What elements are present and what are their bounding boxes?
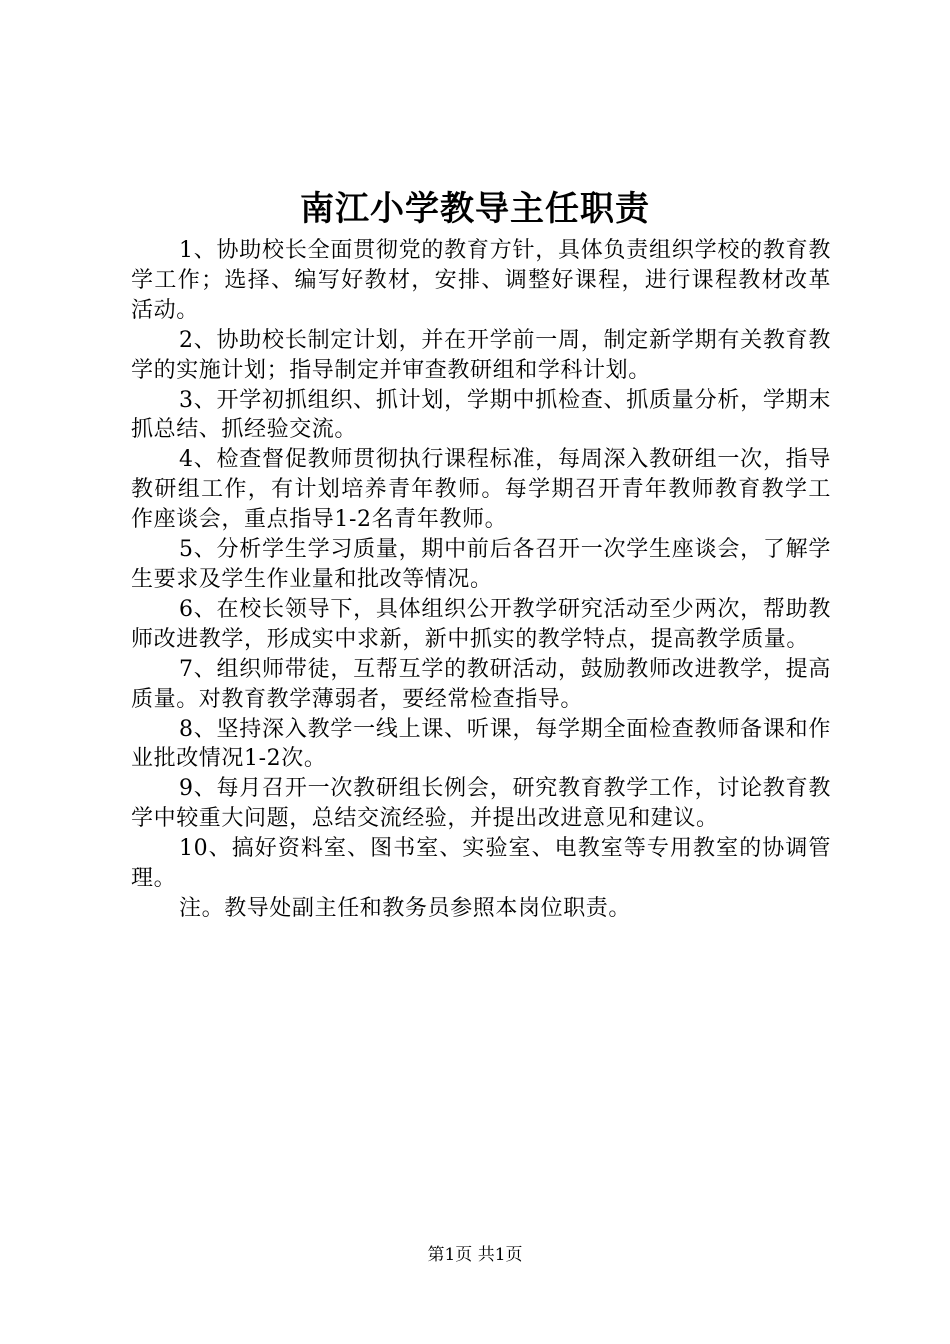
paragraph-6: 6、在校长领导下，具体组织公开教学研究活动至少两次，帮助教师改进教学，形成实中求新，新中抓实的教学特点，提高教学质量。	[131, 596, 831, 652]
paragraph-3: 3、开学初抓组织、抓计划，学期中抓检查、抓质量分析，学期末抓总结、抓经验交流。	[131, 387, 831, 443]
paragraph-8: 8、坚持深入教学一线上课、听课，每学期全面检查教师备课和作业批改情况1-2次。	[131, 716, 831, 772]
paragraph-5: 5、分析学生学习质量，期中前后各召开一次学生座谈会，了解学生要求及学生作业量和批改等情况。	[131, 537, 831, 592]
paragraph-2: 2、协助校长制定计划，并在开学前一周，制定新学期有关教育教学的实施计划；指导制定并审查教研组和学科计划。	[131, 327, 831, 383]
paragraph-7: 7、组织师带徒，互帮互学的教研活动，鼓励教师改进教学，提高质量。对教育教学薄弱者，要经常检查指导。	[131, 656, 831, 712]
page-number-footer: 第1页 共1页	[427, 1245, 523, 1265]
paragraph-10: 10、搞好资料室、图书室、实验室、电教室等专用教室的协调管理。	[131, 836, 831, 892]
paragraph-9: 9、每月召开一次教研组长例会，研究教育教学工作，讨论教育教学中较重大问题，总结交流经验，并提出改进意见和建议。	[131, 776, 831, 832]
paragraph-4: 4、检查督促教师贯彻执行课程标准，每周深入教研组一次，指导教研组工作，有计划培养青年教师。每学期召开青年教师教育教学工作座谈会，重点指导1-2名青年教师。	[131, 447, 831, 533]
note-paragraph: 注。教导处副主任和教务员参照本岗位职责。	[179, 895, 632, 921]
document-body	[131, 236, 831, 924]
document-title: 南江小学教导主任职责	[300, 189, 650, 229]
paragraph-1: 1、协助校长全面贯彻党的教育方针，具体负责组织学校的教育教学工作；选择、编写好教材，安排、调整好课程，进行课程教材改革活动。	[131, 238, 831, 323]
